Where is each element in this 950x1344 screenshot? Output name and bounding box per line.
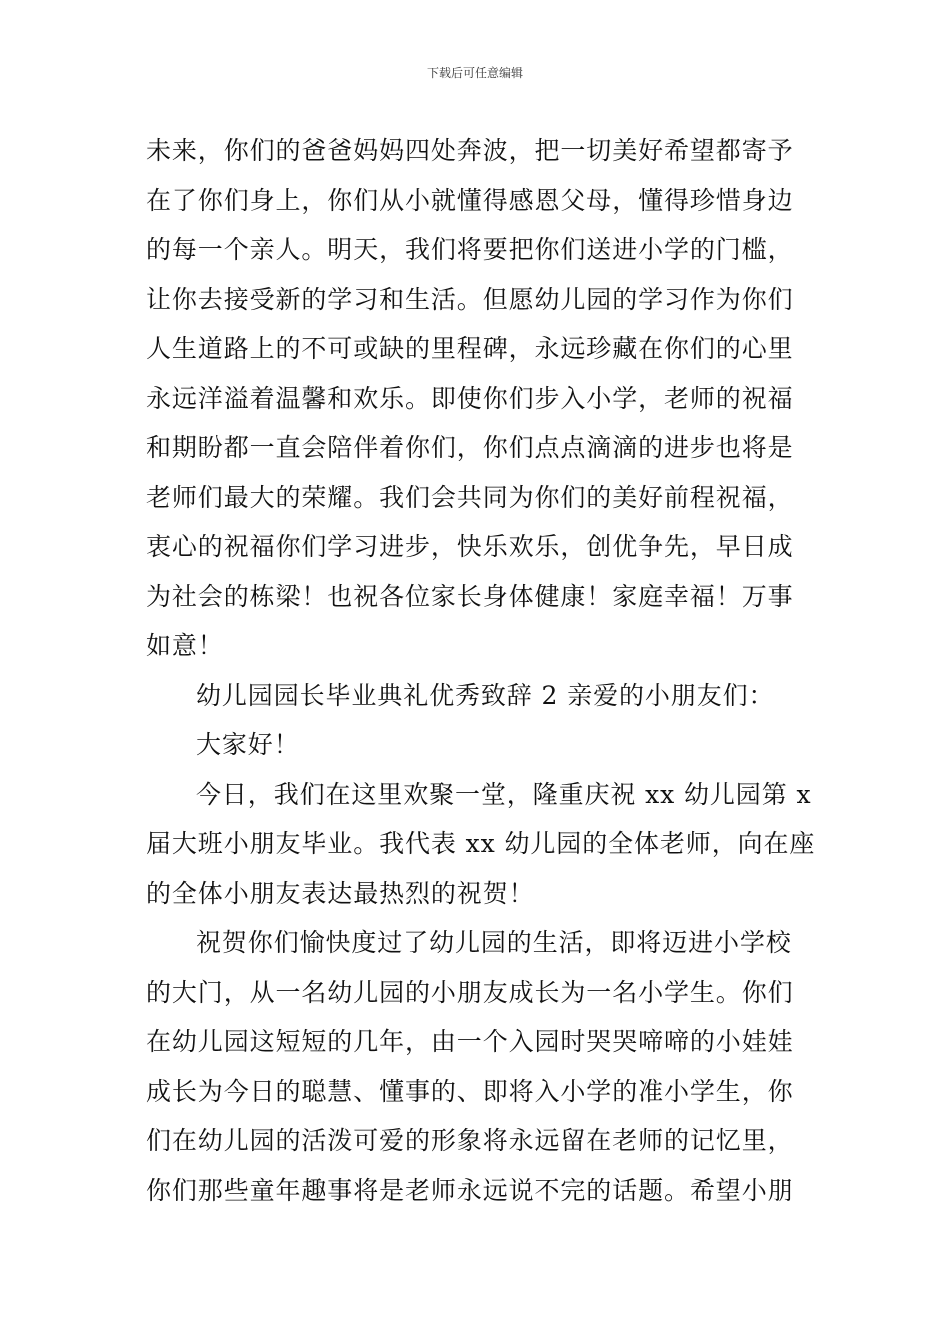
text-line: 祝贺你们愉快度过了幼儿园的生活，即将迈进小学校 xyxy=(196,928,792,957)
text-line: 大家好！ xyxy=(196,730,300,759)
text-line: 的每一个亲人。明天，我们将要把你们送进小学的门槛， xyxy=(146,235,794,264)
text-line: 永远洋溢着温馨和欢乐。即使你们步入小学，老师的祝福 xyxy=(146,383,794,413)
text-line: 如意！ xyxy=(146,631,224,660)
text-line: 届大班小朋友毕业。我代表 xx 幼儿园的全体老师，向在座 xyxy=(146,829,816,858)
text-line: 未来，你们的爸爸妈妈四处奔波，把一切美好希望都寄予 xyxy=(146,136,794,165)
text-line: 和期盼都一直会陪伴着你们，你们点点滴滴的进步也将是 xyxy=(146,433,794,462)
text-line: 老师们最大的荣耀。我们会共同为你们的美好前程祝福， xyxy=(146,482,794,512)
text-line: 幼儿园园长毕业典礼优秀致辞 2 亲爱的小朋友们： xyxy=(196,680,775,710)
document-body xyxy=(146,126,816,1215)
text-line: 让你去接受新的学习和生活。但愿幼儿园的学习作为你们 xyxy=(146,284,794,314)
text-line: 成长为今日的聪慧、懂事的、即将入小学的准小学生，你 xyxy=(146,1076,794,1106)
text-line: 在了你们身上，你们从小就懂得感恩父母，懂得珍惜身边 xyxy=(146,185,794,215)
text-line: 的大门，从一名幼儿园的小朋友成长为一名小学生。你们 xyxy=(146,977,794,1007)
text-line: 在幼儿园这短短的几年，由一个入园时哭哭啼啼的小娃娃 xyxy=(146,1027,794,1056)
text-line: 的全体小朋友表达最热烈的祝贺！ xyxy=(146,878,535,908)
text-line: 今日，我们在这里欢聚一堂，隆重庆祝 xx 幼儿园第 x xyxy=(196,779,812,809)
page-header-note: 下载后可任意编辑 xyxy=(426,66,523,80)
text-line: 衷心的祝福你们学习进步，快乐欢乐，创优争先，早日成 xyxy=(146,532,794,561)
text-line: 人生道路上的不可或缺的里程碑，永远珍藏在你们的心里 xyxy=(146,334,794,363)
text-line: 们在幼儿园的活泼可爱的形象将永远留在老师的记忆里， xyxy=(146,1126,794,1155)
text-line: 为社会的栋梁！也祝各位家长身体健康！家庭幸福！万事 xyxy=(146,581,794,611)
text-line: 你们那些童年趣事将是老师永远说不完的话题。希望小朋 xyxy=(146,1175,794,1205)
